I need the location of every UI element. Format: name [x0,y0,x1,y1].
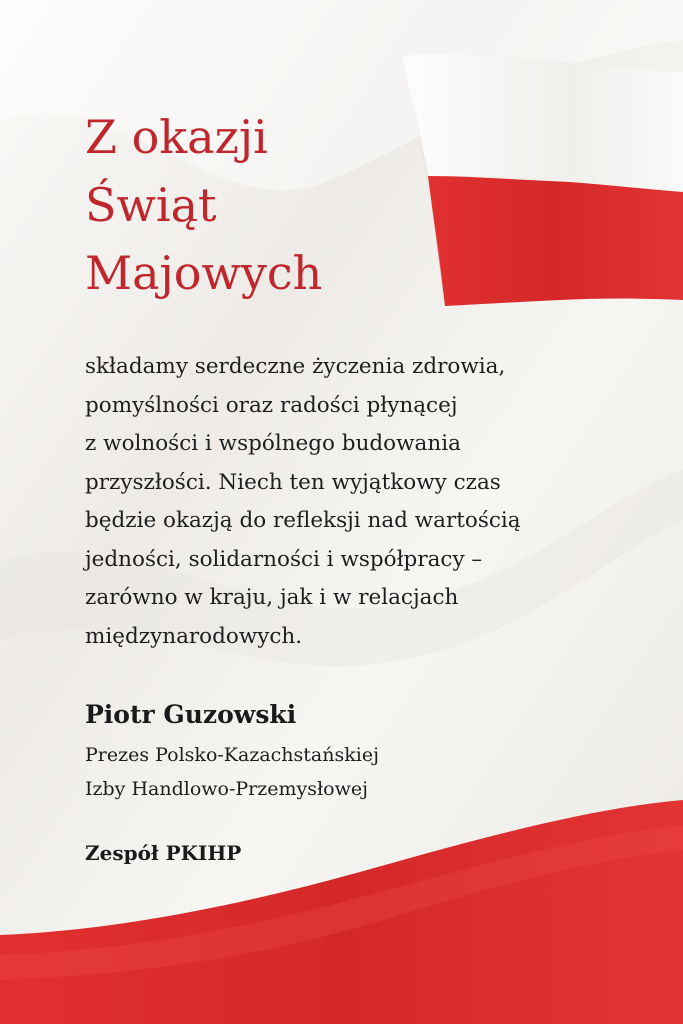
greeting-message [85,348,645,656]
message-line: przyszłości. Niech ten wyjątkowy czas [85,469,501,495]
title-line: Majowych [85,246,323,300]
message-line: będzie okazją do refleksji nad wartością [85,508,521,533]
message-line: z wolności i wspólnego budowania [85,431,461,456]
greeting-title [85,103,445,307]
signer-role-line: Izby Handlowo-Przemysłowej [85,778,369,800]
message-line: międzynarodowych. [85,623,303,649]
team-signature: Zespół PKIHP [85,841,242,865]
flag-red-stripe [428,176,683,306]
title-line: Z okazji [85,110,268,164]
title-line: Świąt [85,178,217,232]
message-line: jedności, solidarności i współpracy – [85,546,483,572]
signer-name: Piotr Guzowski [85,700,297,729]
message-line: składamy serdeczne życzenia zdrowia, [85,354,506,379]
signer-role [85,738,379,806]
signer-role-line: Prezes Polsko-Kazachstańskiej [85,744,379,766]
message-line: pomyślności oraz radości płynącej [85,392,458,418]
message-line: zarówno w kraju, jak i w relacjach [85,585,459,610]
